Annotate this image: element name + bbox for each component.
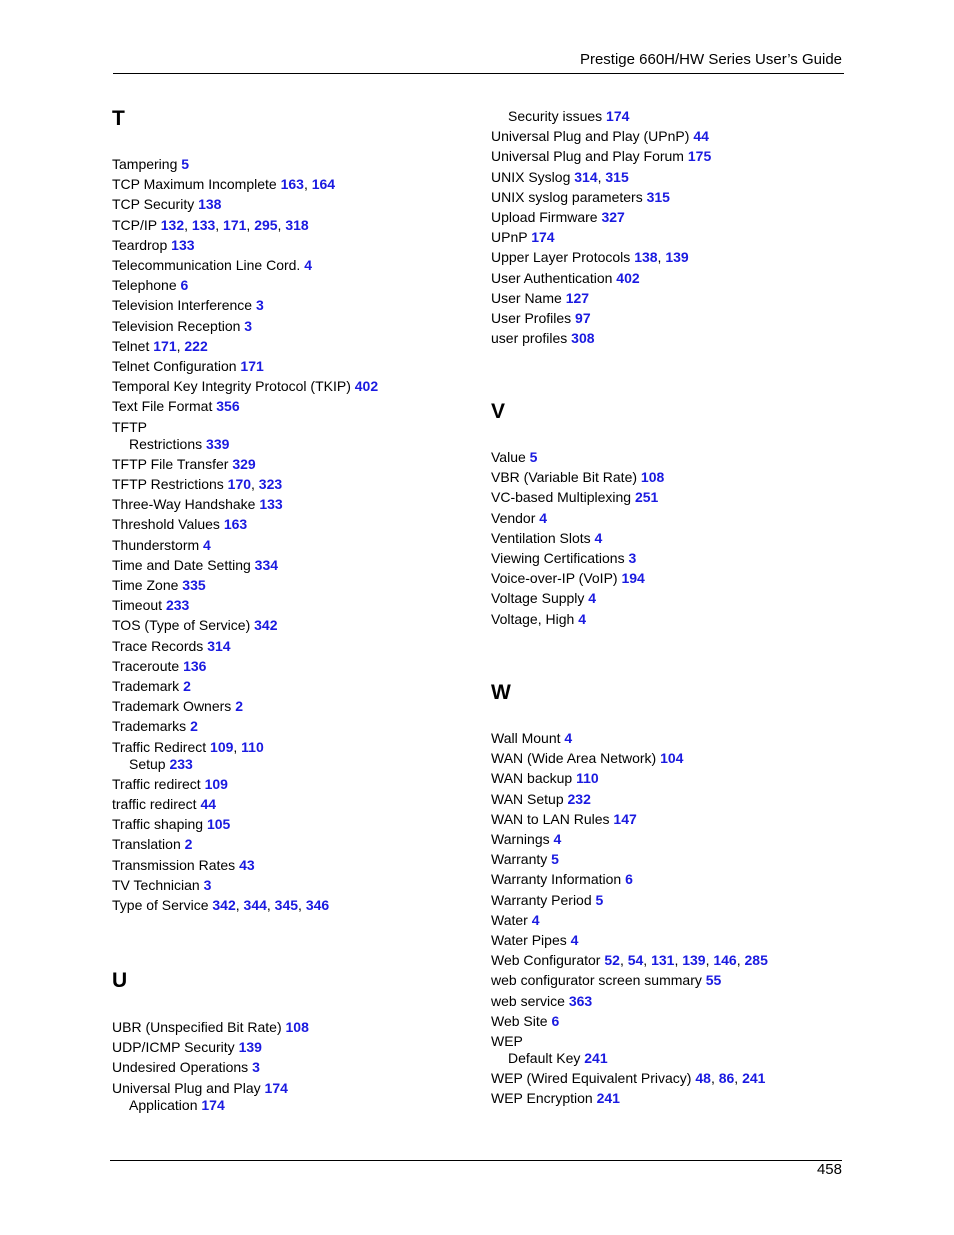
index-entry xyxy=(491,811,637,828)
index-term: Security issues xyxy=(508,108,603,124)
index-term: Voice-over-IP (VoIP) xyxy=(491,570,618,587)
page-link[interactable]: 4 xyxy=(553,831,562,847)
index-entry xyxy=(491,189,670,206)
index-entry xyxy=(112,257,312,274)
page-link[interactable]: 133 xyxy=(171,236,195,253)
index-entry: Traffic Redirect 109, 110 xyxy=(112,738,264,755)
index-term: Timeout xyxy=(112,597,163,614)
page-link[interactable]: 402 xyxy=(354,378,379,395)
index-entry xyxy=(112,1019,309,1036)
page-link[interactable]: 110 xyxy=(576,770,599,787)
page-link[interactable]: 2 xyxy=(184,836,193,853)
index-term: Universal Plug and Play xyxy=(112,1079,261,1096)
page-link[interactable]: 164 xyxy=(311,176,336,193)
index-entry xyxy=(112,156,189,173)
index-term: Restrictions xyxy=(129,435,203,452)
page-link[interactable]: 97 xyxy=(575,310,591,326)
page-link[interactable]: 315 xyxy=(605,168,629,185)
page-link[interactable]: 314 xyxy=(207,637,231,654)
index-entry xyxy=(491,148,711,165)
index-term: Traffic redirect xyxy=(112,775,201,792)
page-link[interactable]: 139 xyxy=(665,249,689,266)
page-link[interactable]: 323 xyxy=(258,476,283,492)
footer-rule xyxy=(110,1160,842,1161)
page-link[interactable]: 52 xyxy=(604,952,620,969)
page-link[interactable]: 171 xyxy=(153,337,177,354)
index-term: Telnet xyxy=(112,337,150,354)
index-term: Telecommunication Line Cord. xyxy=(112,257,301,273)
page-link[interactable]: 136 xyxy=(183,657,207,674)
page-link[interactable]: 4 xyxy=(304,257,313,273)
index-entry xyxy=(491,310,591,327)
index-entry xyxy=(491,730,572,747)
index-term: Warranty Period xyxy=(491,891,592,908)
index-term: Telephone xyxy=(112,277,177,294)
index-entry xyxy=(491,1013,559,1030)
index-entry xyxy=(112,318,252,335)
page-link[interactable]: 138 xyxy=(198,196,222,213)
index-entry xyxy=(491,932,578,949)
index-term: Time and Date Setting xyxy=(112,556,251,573)
page-link[interactable]: 232 xyxy=(567,790,591,807)
index-term: WEP (Wired Equivalent Privacy) xyxy=(491,1070,692,1087)
index-subentry xyxy=(491,108,629,125)
index-term: Setup xyxy=(129,755,166,772)
index-entry xyxy=(112,196,221,213)
page-link[interactable]: 308 xyxy=(571,330,595,347)
page-link[interactable]: 3 xyxy=(255,297,264,314)
index-entry xyxy=(112,237,195,254)
page-link[interactable]: 222 xyxy=(184,337,208,354)
page-link[interactable]: 356 xyxy=(216,398,240,415)
page-link[interactable]: 363 xyxy=(568,992,593,1009)
page-link[interactable]: 233 xyxy=(165,597,190,614)
index-entry xyxy=(491,469,664,486)
index-term: Tampering xyxy=(112,156,178,172)
index-term: VC-based Multiplexing xyxy=(491,489,632,506)
index-entry xyxy=(112,877,211,894)
index-entry xyxy=(491,270,640,287)
index-term: Three-Way Handshake xyxy=(112,496,256,513)
page-link[interactable]: 146 xyxy=(713,952,737,969)
index-entry: UNIX Syslog 314, 315 xyxy=(491,168,629,185)
index-term: Television Interference xyxy=(112,297,253,314)
index-entry xyxy=(112,718,198,735)
index-entry xyxy=(491,1090,620,1107)
index-entry xyxy=(491,770,599,787)
index-term: Threshold Values xyxy=(112,516,220,533)
page-link[interactable]: 346 xyxy=(305,897,330,913)
page-link[interactable]: 4 xyxy=(531,911,540,928)
index-entry xyxy=(112,776,228,793)
index-term: Vendor xyxy=(491,509,536,526)
page-link[interactable]: 4 xyxy=(203,536,211,553)
index-entry xyxy=(491,590,596,607)
page-link[interactable]: 342 xyxy=(254,617,278,634)
index-term: Viewing Certifications xyxy=(491,550,625,566)
index-entry xyxy=(112,456,256,473)
page-link[interactable]: 4 xyxy=(564,730,573,746)
page-link[interactable]: 105 xyxy=(206,816,231,833)
page-link[interactable]: 295 xyxy=(254,216,278,233)
page-link[interactable]: 109 xyxy=(204,775,228,792)
index-term: User Profiles xyxy=(491,310,572,326)
page-link[interactable]: 251 xyxy=(634,489,659,506)
index-term: Text File Format xyxy=(112,398,213,415)
page-link[interactable]: 43 xyxy=(239,856,255,873)
index-entry xyxy=(112,277,188,294)
index-term: Type of Service xyxy=(112,897,209,913)
index-entry: Telnet 171, 222 xyxy=(112,337,208,354)
index-entry xyxy=(491,892,603,909)
page-link[interactable]: 329 xyxy=(232,455,256,472)
page-link[interactable]: 174 xyxy=(606,108,630,124)
index-term: Telnet Configuration xyxy=(112,358,237,374)
index-term: WAN backup xyxy=(491,770,573,787)
index-term: Teardrop xyxy=(112,236,168,253)
page-link[interactable]: 44 xyxy=(693,128,709,145)
page-link[interactable]: 133 xyxy=(191,216,216,233)
index-entry: Type of Service 342, 344, 345, 346 xyxy=(112,897,330,913)
index-entry xyxy=(112,398,240,415)
index-term: Universal Plug and Play (UPnP) xyxy=(491,128,690,145)
index-entry xyxy=(112,516,247,533)
index-subentry xyxy=(112,436,229,453)
page-link[interactable]: 44 xyxy=(200,796,217,812)
index-term: web configurator screen summary xyxy=(491,972,702,989)
index-term: TV Technician xyxy=(112,876,200,893)
index-term: Translation xyxy=(112,836,181,853)
index-entry xyxy=(112,836,192,853)
page-link[interactable]: 233 xyxy=(169,755,193,772)
index-entry xyxy=(112,557,278,574)
index-term: Universal Plug and Play Forum xyxy=(491,148,684,165)
page-link[interactable]: 194 xyxy=(621,570,645,587)
index-entry xyxy=(491,550,636,567)
page-link[interactable]: 55 xyxy=(705,972,722,989)
index-term: Trademark Owners xyxy=(112,698,232,715)
page-link[interactable]: 345 xyxy=(274,897,299,913)
page-link[interactable]: 174 xyxy=(264,1079,288,1096)
page-link[interactable]: 3 xyxy=(628,550,637,566)
index-entry xyxy=(112,658,206,675)
page-link[interactable]: 139 xyxy=(238,1039,262,1056)
section-letter-t: T xyxy=(112,107,125,130)
page-link[interactable]: 127 xyxy=(565,289,590,306)
index-subentry xyxy=(491,1050,608,1067)
index-entry: TFTP Restrictions 170, 323 xyxy=(112,476,283,492)
index-term: TCP Security xyxy=(112,196,195,213)
index-term: Warranty xyxy=(491,851,548,868)
index-entry xyxy=(112,378,378,395)
index-term: Undesired Operations xyxy=(112,1059,249,1076)
page-link[interactable]: 285 xyxy=(744,952,768,969)
page-link[interactable]: 109 xyxy=(210,738,234,755)
page-link[interactable]: 138 xyxy=(634,249,658,266)
page-link[interactable]: 108 xyxy=(285,1019,309,1035)
page-link[interactable]: 54 xyxy=(627,952,644,969)
index-entry xyxy=(112,816,230,833)
header-rule xyxy=(113,73,844,74)
index-entry xyxy=(491,611,586,628)
page-link[interactable]: 108 xyxy=(640,469,665,486)
index-term: Upload Firmware xyxy=(491,209,598,225)
index-term: Transmission Rates xyxy=(112,856,236,873)
index-term: Ventilation Slots xyxy=(491,529,591,546)
index-entry xyxy=(112,638,231,655)
page-link[interactable]: 327 xyxy=(601,209,625,225)
page-link[interactable]: 48 xyxy=(695,1070,711,1087)
page-link[interactable]: 241 xyxy=(742,1070,766,1087)
index-entry xyxy=(491,993,592,1010)
index-entry xyxy=(491,791,591,808)
index-entry: TCP Maximum Incomplete 163, 164 xyxy=(112,176,336,193)
page-link[interactable]: 86 xyxy=(718,1070,735,1087)
page-link[interactable]: 315 xyxy=(646,188,670,205)
page-link[interactable]: 334 xyxy=(254,556,279,573)
page-link[interactable]: 147 xyxy=(613,810,637,827)
page-link[interactable]: 175 xyxy=(687,148,712,165)
index-entry xyxy=(491,871,633,888)
page-link[interactable]: 139 xyxy=(682,952,706,969)
index-entry xyxy=(112,419,147,436)
index-term: Warnings xyxy=(491,831,550,847)
index-entry xyxy=(491,229,555,246)
page-link[interactable]: 3 xyxy=(203,876,212,893)
page-link[interactable]: 4 xyxy=(588,590,597,607)
index-entry xyxy=(112,496,283,513)
page-link[interactable]: 2 xyxy=(235,698,243,715)
page-link[interactable]: 344 xyxy=(243,897,267,913)
index-entry xyxy=(491,912,540,929)
index-term: Traffic shaping xyxy=(112,816,204,833)
section-letter-w: W xyxy=(491,681,511,704)
index-term: Trace Records xyxy=(112,637,204,654)
page-link[interactable]: 133 xyxy=(259,496,283,513)
index-term: Water xyxy=(491,911,528,928)
index-entry xyxy=(491,972,721,989)
index-term: Voltage Supply xyxy=(491,590,585,607)
index-term: Water Pipes xyxy=(491,932,567,948)
section-letter-u: U xyxy=(112,969,128,992)
index-entry: Web Configurator 52, 54, 131, 139, 146, 285 xyxy=(491,952,768,969)
index-term: UNIX syslog parameters xyxy=(491,188,643,205)
page-link[interactable]: 2 xyxy=(190,718,198,735)
index-entry xyxy=(491,290,589,307)
index-term: User Name xyxy=(491,289,562,306)
index-term: Web Site xyxy=(491,1012,548,1029)
index-entry xyxy=(491,570,645,587)
index-term: UPnP xyxy=(491,229,528,246)
index-entry xyxy=(112,577,206,594)
index-term: TFTP Restrictions xyxy=(112,476,224,492)
index-entry xyxy=(112,1080,288,1097)
index-entry xyxy=(112,537,211,554)
page-link[interactable]: 163 xyxy=(223,516,248,533)
index-term: web service xyxy=(491,992,565,1009)
page-link[interactable]: 5 xyxy=(529,449,538,465)
page-link[interactable]: 110 xyxy=(241,738,264,755)
index-entry xyxy=(491,209,625,226)
page-link[interactable]: 335 xyxy=(182,577,206,593)
index-entry xyxy=(491,530,602,547)
page-link[interactable]: 3 xyxy=(244,317,253,334)
header-title: Prestige 660H/HW Series User’s Guide xyxy=(579,51,842,68)
index-entry xyxy=(491,831,561,848)
index-term: UBR (Unspecified Bit Rate) xyxy=(112,1019,282,1035)
index-term: WAN Setup xyxy=(491,790,564,807)
page-link[interactable]: 314 xyxy=(574,168,598,185)
page-link[interactable]: 4 xyxy=(594,529,603,546)
index-term: Value xyxy=(491,449,526,465)
index-term: Upper Layer Protocols xyxy=(491,249,631,266)
index-entry xyxy=(112,617,277,634)
index-entry xyxy=(112,796,216,813)
index-entry xyxy=(112,1039,262,1056)
index-term: Trademark xyxy=(112,678,180,694)
page-link[interactable]: 2 xyxy=(183,678,191,694)
page-link[interactable]: 174 xyxy=(201,1096,225,1113)
index-entry xyxy=(491,330,595,347)
index-entry xyxy=(491,449,537,466)
page-link[interactable]: 174 xyxy=(531,229,555,246)
index-entry xyxy=(112,597,189,614)
index-term: TOS (Type of Service) xyxy=(112,617,251,634)
index-term: Thunderstorm xyxy=(112,536,200,553)
index-term: Traffic Redirect xyxy=(112,738,207,755)
index-term: Voltage, High xyxy=(491,610,575,627)
page-number: 458 xyxy=(816,1161,842,1178)
index-term: VBR (Variable Bit Rate) xyxy=(491,469,638,486)
page-link[interactable]: 339 xyxy=(206,435,230,452)
index-subentry xyxy=(112,756,193,773)
index-term: Wall Mount xyxy=(491,730,561,746)
index-entry xyxy=(112,678,191,695)
index-term: TCP Maximum Incomplete xyxy=(112,176,277,193)
page-link[interactable]: 6 xyxy=(625,871,633,888)
page-link[interactable]: 163 xyxy=(280,176,304,193)
section-letter-v: V xyxy=(491,400,506,423)
index-term: User Authentication xyxy=(491,269,613,286)
page-link[interactable]: 342 xyxy=(212,897,236,913)
page-link[interactable]: 4 xyxy=(539,509,548,526)
index-term: TFTP xyxy=(112,418,147,435)
page-link[interactable]: 241 xyxy=(584,1050,608,1066)
index-term: Temporal Key Integrity Protocol (TKIP) xyxy=(112,378,351,395)
page-link[interactable]: 6 xyxy=(180,277,189,294)
page-link[interactable]: 318 xyxy=(285,216,309,233)
index-term: UNIX Syslog xyxy=(491,168,571,185)
page-link[interactable]: 241 xyxy=(596,1090,620,1107)
index-entry xyxy=(491,750,683,767)
page-link[interactable]: 171 xyxy=(223,216,247,233)
index-term: Web Configurator xyxy=(491,952,601,969)
page-link[interactable]: 5 xyxy=(595,891,604,908)
index-term: Default Key xyxy=(508,1050,581,1066)
index-entry xyxy=(112,358,264,375)
page-link[interactable]: 104 xyxy=(660,750,684,767)
index-term: Warranty Information xyxy=(491,871,622,888)
page-link[interactable]: 170 xyxy=(227,476,252,492)
index-entry xyxy=(491,128,709,145)
index-term: TFTP File Transfer xyxy=(112,455,229,472)
index-term: traffic redirect xyxy=(112,796,197,812)
index-entry: Upper Layer Protocols 138, 139 xyxy=(491,249,689,266)
index-term: Television Reception xyxy=(112,317,241,334)
index-entry xyxy=(112,857,255,874)
index-term: WAN (Wide Area Network) xyxy=(491,750,657,767)
index-term: UDP/ICMP Security xyxy=(112,1039,235,1056)
page-link[interactable]: 131 xyxy=(651,952,675,969)
index-term: Traceroute xyxy=(112,657,180,674)
page-link[interactable]: 402 xyxy=(616,269,640,286)
index-term: TCP/IP xyxy=(112,216,157,233)
index-entry xyxy=(112,297,264,314)
index-term: WAN to LAN Rules xyxy=(491,810,610,827)
index-entry: WEP (Wired Equivalent Privacy) 48, 86, 241 xyxy=(491,1070,766,1087)
index-entry xyxy=(491,510,547,527)
page-link[interactable]: 3 xyxy=(252,1059,260,1076)
page-link[interactable]: 5 xyxy=(181,156,190,172)
page-link[interactable]: 132 xyxy=(160,216,185,233)
index-term: Application xyxy=(129,1096,198,1113)
index-term: WEP xyxy=(491,1033,523,1049)
index-subentry xyxy=(112,1097,225,1114)
page-link[interactable]: 5 xyxy=(551,851,559,868)
index-entry xyxy=(112,1059,260,1076)
index-term: Time Zone xyxy=(112,577,179,593)
index-entry xyxy=(491,1033,523,1050)
page-link[interactable]: 6 xyxy=(551,1012,560,1029)
index-entry xyxy=(491,489,658,506)
index-entry xyxy=(491,851,559,868)
index-term: WEP Encryption xyxy=(491,1090,593,1107)
page-link[interactable]: 4 xyxy=(578,610,586,627)
index-term: Trademarks xyxy=(112,718,187,735)
index-entry: TCP/IP 132, 133, 171, 295, 318 xyxy=(112,216,309,233)
index-entry xyxy=(112,698,243,715)
page-link[interactable]: 4 xyxy=(570,932,579,948)
page-link[interactable]: 171 xyxy=(240,358,264,374)
index-term: user profiles xyxy=(491,330,568,347)
